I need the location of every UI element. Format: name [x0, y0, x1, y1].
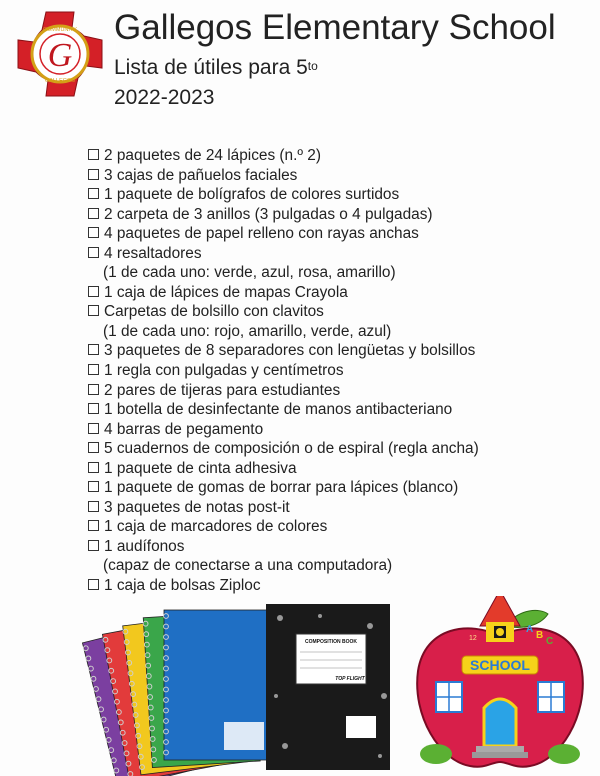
checkbox[interactable]	[88, 188, 99, 199]
checkbox[interactable]	[88, 286, 99, 297]
spiral-notebooks-icon	[82, 610, 272, 776]
supply-item	[88, 146, 479, 166]
checkbox[interactable]	[88, 208, 99, 219]
supply-item-text: 1 audífonos	[104, 537, 185, 555]
school-year: 2022-2023	[114, 86, 215, 109]
grade-ordinal: to	[307, 59, 318, 73]
checkbox[interactable]	[88, 481, 99, 492]
supply-item-text: 2 paquetes de 24 lápices (n.º 2)	[104, 147, 321, 164]
abc-letter-b: B	[536, 630, 544, 641]
supply-item-text: 1 caja de bolsas Ziploc	[104, 577, 261, 595]
school-apple-icon	[417, 596, 583, 767]
supply-item-note: (1 de cada uno: verde, azul, rosa, amarillo)	[103, 264, 396, 282]
abc-letter-c: C	[546, 636, 554, 647]
supply-item	[88, 341, 479, 361]
supply-item	[88, 224, 479, 244]
checkbox[interactable]	[88, 364, 99, 375]
clock-number: 12	[469, 635, 477, 642]
supply-item-text: 1 botella de desinfectante de manos antibacteriano	[104, 401, 453, 419]
supply-item	[88, 381, 479, 401]
supply-item	[88, 517, 479, 537]
checkbox[interactable]	[88, 344, 99, 355]
supply-item	[88, 420, 479, 440]
supply-item	[88, 576, 479, 596]
checkbox[interactable]	[88, 149, 99, 160]
supply-item-text: 4 barras de pegamento	[104, 420, 264, 438]
composition-book-icon	[266, 604, 390, 770]
checkbox[interactable]	[88, 579, 99, 590]
checkbox[interactable]	[88, 423, 99, 434]
school-name: Gallegos Elementary School	[114, 8, 556, 47]
checkbox[interactable]	[88, 540, 99, 551]
checkbox[interactable]	[88, 247, 99, 258]
checkbox[interactable]	[88, 169, 99, 180]
checkbox[interactable]	[88, 305, 99, 316]
supply-item-text: 1 paquete de cinta adhesiva	[104, 459, 297, 477]
supply-item-text: 2 carpeta de 3 anillos (3 pulgadas o 4 pulgadas)	[104, 205, 433, 223]
supply-item-note: (capaz de conectarse a una computadora)	[103, 557, 393, 575]
supply-item-text: 5 cuadernos de composición o de espiral (regla ancha)	[104, 440, 479, 458]
checkbox[interactable]	[88, 384, 99, 395]
school-sign: SCHOOL	[470, 657, 530, 673]
supply-item-text: 4 paquetes de papel relleno con rayas anchas	[104, 225, 419, 243]
checkbox[interactable]	[88, 227, 99, 238]
supply-item	[88, 400, 479, 420]
supply-item	[88, 302, 479, 322]
supply-item	[88, 459, 479, 479]
supply-item-text: 1 regla con pulgadas y centímetros	[104, 362, 344, 380]
supply-item-note: (1 de cada uno: rojo, amarillo, verde, azul)	[103, 322, 392, 340]
supply-list	[88, 146, 479, 596]
supply-item	[88, 478, 479, 498]
supply-item-text: Carpetas de bolsillo con clavitos	[104, 303, 324, 321]
checkbox[interactable]	[88, 501, 99, 512]
checkbox[interactable]	[88, 403, 99, 414]
supply-item-text: 3 cajas de pañuelos faciales	[104, 166, 298, 184]
supply-item-text: 4 resaltadores	[104, 244, 202, 262]
supply-item	[88, 498, 479, 518]
supply-item-text: 1 paquete de bolígrafos de colores surtidos	[104, 186, 400, 204]
supply-item-text: 3 paquetes de notas post-it	[104, 498, 290, 516]
logo-letter: G	[47, 37, 73, 74]
supply-item-text: 1 caja de lápices de mapas Crayola	[104, 283, 348, 301]
supply-item	[88, 185, 479, 205]
supply-item	[88, 283, 479, 303]
school-logo	[16, 10, 104, 98]
logo-bottom-text: GALLEGOS	[45, 78, 75, 84]
list-title-text: Lista de útiles para 5	[114, 56, 308, 79]
checkbox[interactable]	[88, 442, 99, 453]
supply-item	[88, 166, 479, 186]
abc-letter-a: A	[526, 624, 534, 635]
supply-item	[88, 244, 479, 264]
supply-item-text: 3 paquetes de 8 separadores con lengüetas y bolsillos	[104, 342, 476, 360]
checkbox[interactable]	[88, 462, 99, 473]
supply-item	[88, 537, 479, 557]
composition-book-brand: TOP FLIGHT	[335, 676, 365, 682]
supply-item	[88, 439, 479, 459]
supply-item-text: 2 pares de tijeras para estudiantes	[104, 381, 341, 399]
illustrations	[0, 596, 600, 776]
supply-item	[88, 361, 479, 381]
list-title	[114, 56, 318, 80]
checkbox[interactable]	[88, 520, 99, 531]
supply-item-text: 1 paquete de gomas de borrar para lápices (blanco)	[104, 479, 459, 497]
supply-item-text: 1 caja de marcadores de colores	[104, 518, 328, 536]
composition-book-label: COMPOSITION BOOK	[305, 639, 357, 645]
supply-item	[88, 205, 479, 225]
logo-top-text: COMMUNITY	[43, 27, 77, 33]
notebook-5	[164, 610, 272, 760]
